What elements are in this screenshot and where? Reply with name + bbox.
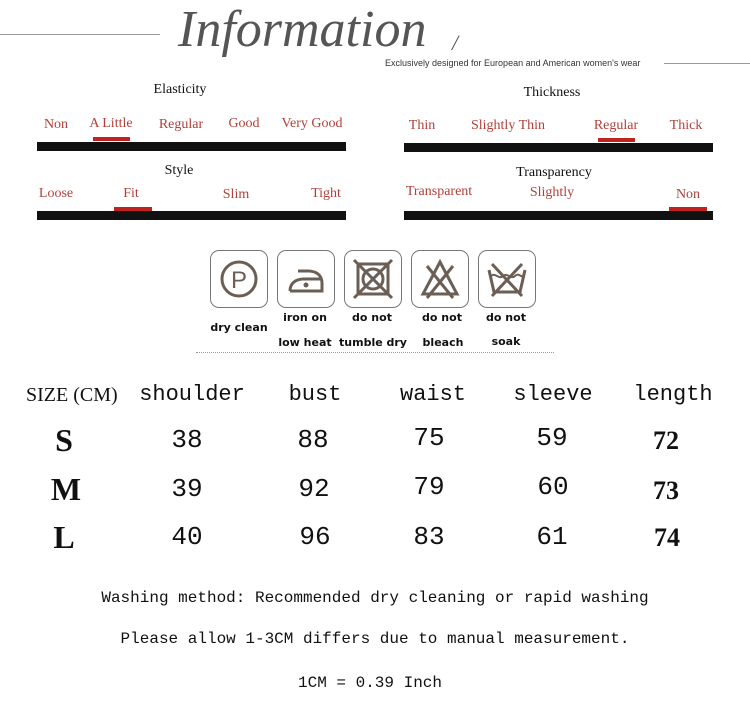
thickness-option-slightly-thin: Slightly Thin bbox=[470, 118, 546, 133]
title-slash: / bbox=[452, 30, 459, 55]
elasticity-option-very-good: Very Good bbox=[281, 116, 343, 131]
washing-method-note: Washing method: Recommended dry cleaning or rapid washing bbox=[101, 589, 649, 607]
thickness-scale-bar bbox=[404, 143, 713, 152]
elasticity-option-a-little: A Little bbox=[89, 116, 133, 131]
size-label-s: S bbox=[55, 422, 73, 458]
thickness-option-thin: Thin bbox=[408, 118, 436, 133]
dry-clean-label: dry clean bbox=[210, 321, 268, 334]
cell-l-bust: 96 bbox=[299, 522, 331, 552]
style-title: Style bbox=[164, 163, 194, 178]
column-header-shoulder: shoulder bbox=[139, 382, 245, 407]
cell-m-length: 73 bbox=[653, 476, 679, 505]
iron-low-heat-icon bbox=[277, 250, 335, 308]
header-rule-left bbox=[0, 34, 160, 35]
measurement-allowance-note: Please allow 1-3CM differs due to manual measurement. bbox=[120, 630, 630, 648]
style-option-fit: Fit bbox=[123, 186, 139, 201]
cell-s-sleeve: 59 bbox=[536, 423, 568, 453]
cell-l-shoulder: 40 bbox=[171, 522, 203, 552]
size-header: SIZE (CM) bbox=[26, 384, 118, 406]
unit-conversion-note: 1CM = 0.39 Inch bbox=[297, 674, 443, 692]
thickness-option-thick: Thick bbox=[669, 118, 703, 133]
cell-s-bust: 88 bbox=[297, 425, 329, 455]
transparency-option-non: Non bbox=[675, 187, 701, 202]
no-soak-label-line1: do not bbox=[486, 311, 526, 324]
elasticity-scale-bar bbox=[37, 142, 346, 151]
dry-clean-icon bbox=[210, 250, 268, 308]
column-header-bust: bust bbox=[288, 382, 342, 407]
elasticity-option-good: Good bbox=[228, 116, 260, 131]
no-tumble-dry-icon bbox=[344, 250, 402, 308]
iron-low-heat-label-line1: iron on bbox=[283, 311, 327, 324]
iron-low-heat-label-line2: low heat bbox=[278, 336, 332, 349]
style-option-slim: Slim bbox=[222, 187, 250, 202]
no-tumble-dry-label-line1: do not bbox=[352, 311, 392, 324]
no-bleach-label-line2: bleach bbox=[422, 336, 464, 349]
transparency-option-slightly: Slightly bbox=[529, 185, 575, 200]
transparency-title: Transparency bbox=[516, 165, 592, 180]
transparency-scale-bar bbox=[404, 211, 713, 220]
cell-m-bust: 92 bbox=[298, 474, 330, 504]
page-title: Information bbox=[178, 1, 427, 58]
cell-m-sleeve: 60 bbox=[537, 472, 569, 502]
cell-l-sleeve: 61 bbox=[536, 522, 568, 552]
cell-l-length: 74 bbox=[654, 523, 680, 552]
care-divider bbox=[196, 352, 554, 353]
elasticity-selected-marker bbox=[93, 137, 130, 141]
thickness-title: Thickness bbox=[523, 85, 581, 100]
no-soak-icon bbox=[478, 250, 536, 308]
size-label-l: L bbox=[53, 519, 75, 555]
column-header-length: length bbox=[633, 382, 713, 407]
header-rule-right bbox=[664, 63, 750, 64]
cell-l-waist: 83 bbox=[413, 522, 445, 552]
cell-m-waist: 79 bbox=[413, 472, 445, 502]
elasticity-option-non: Non bbox=[43, 117, 69, 132]
column-header-waist: waist bbox=[399, 382, 467, 407]
style-option-tight: Tight bbox=[311, 186, 341, 201]
transparency-option-transparent: Transparent bbox=[405, 184, 473, 199]
elasticity-title: Elasticity bbox=[153, 82, 207, 97]
elasticity-option-regular: Regular bbox=[158, 117, 204, 132]
cell-s-shoulder: 38 bbox=[171, 425, 203, 455]
no-soak-label-line2: soak bbox=[491, 335, 521, 348]
svg-text:P: P bbox=[230, 267, 248, 294]
cell-s-waist: 75 bbox=[413, 423, 445, 453]
cell-s-length: 72 bbox=[653, 426, 679, 455]
no-tumble-dry-label-line2: tumble dry bbox=[339, 336, 407, 349]
cell-m-shoulder: 39 bbox=[171, 474, 203, 504]
no-bleach-label-line1: do not bbox=[422, 311, 462, 324]
style-scale-bar bbox=[37, 211, 346, 220]
no-bleach-icon bbox=[411, 250, 469, 308]
page-subtitle: Exclusively designed for European and American women's wear bbox=[385, 58, 641, 68]
thickness-selected-marker bbox=[598, 138, 635, 142]
column-header-sleeve: sleeve bbox=[513, 382, 593, 407]
style-option-loose: Loose bbox=[38, 186, 74, 201]
size-label-m: M bbox=[50, 471, 82, 507]
thickness-option-regular: Regular bbox=[593, 118, 639, 133]
